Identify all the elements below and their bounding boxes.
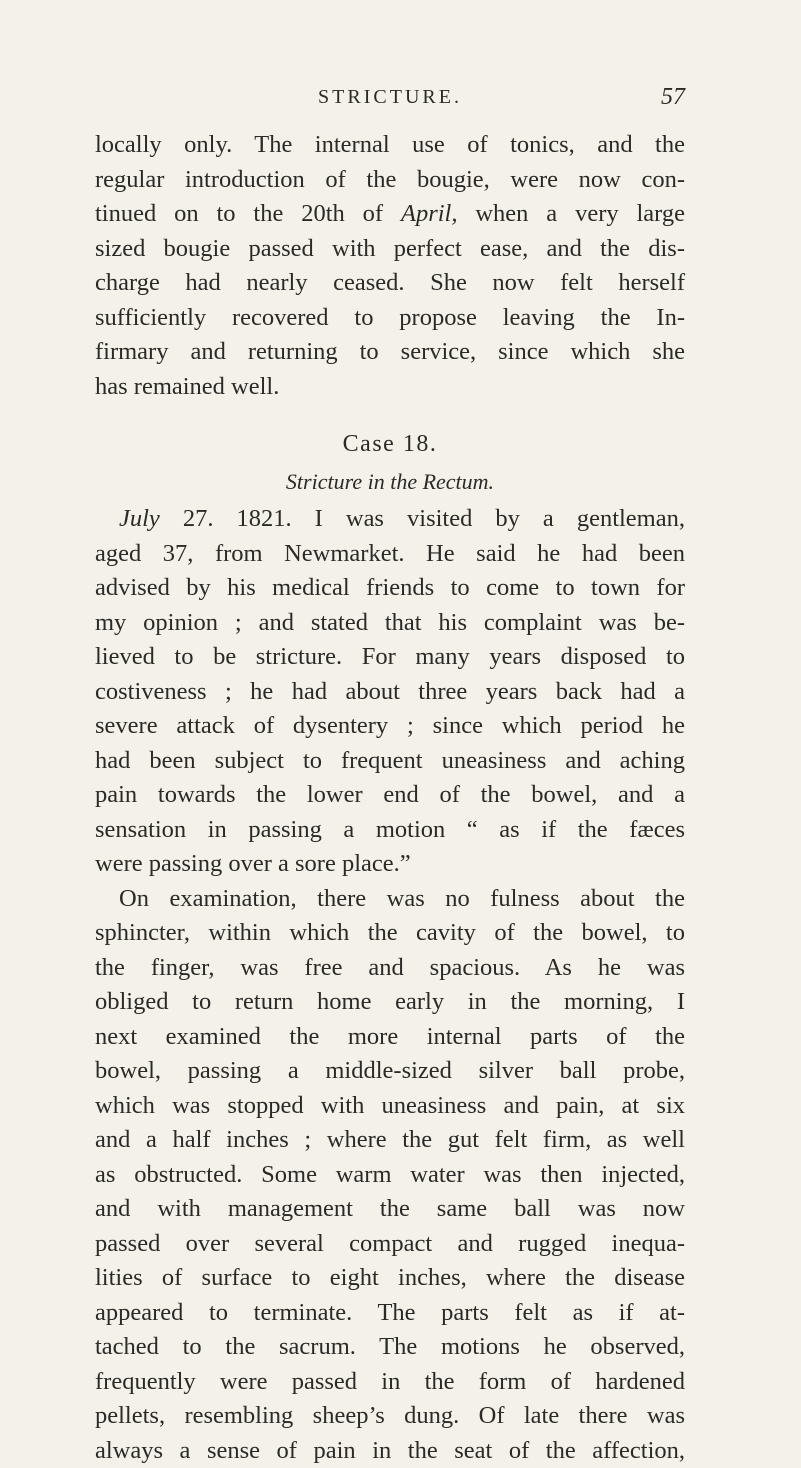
text-line: sensation in passing a motion “ as if the fæces [95, 813, 685, 848]
text-line: bowel, passing a middle-sized silver ball probe, [95, 1054, 685, 1089]
text-line: pellets, resembling sheep’s dung. Of late there was [95, 1399, 685, 1434]
text-span: 27. 1821. I was visited by a gentleman, [160, 505, 685, 532]
text-line [95, 502, 685, 537]
text-line: next examined the more internal parts of the [95, 1020, 685, 1055]
text-line: has remained well. [95, 370, 685, 405]
text-line: locally only. The internal use of tonics, and the [95, 128, 685, 163]
text-line: charge had nearly ceased. She now felt herself [95, 266, 685, 301]
text-line: appeared to terminate. The parts felt as if at- [95, 1296, 685, 1331]
text-line: passed over several compact and rugged inequa- [95, 1227, 685, 1262]
text-line: costiveness ; he had about three years back had a [95, 675, 685, 710]
text-line: which was stopped with uneasiness and pain, at six [95, 1089, 685, 1124]
italic-date: July [119, 505, 160, 532]
case-subheading: Stricture in the Rectum. [95, 462, 685, 502]
text-line: frequently were passed in the form of hardened [95, 1365, 685, 1400]
text-line: and with management the same ball was now [95, 1192, 685, 1227]
text-line: sufficiently recovered to propose leaving the In- [95, 301, 685, 336]
running-head-title: STRICTURE. [95, 86, 685, 109]
text-line: tached to the sacrum. The motions he observed, [95, 1330, 685, 1365]
text-line: lities of surface to eight inches, where the disease [95, 1261, 685, 1296]
text-line: regular introduction of the bougie, were now con- [95, 163, 685, 198]
text-line: firmary and returning to service, since which she [95, 335, 685, 370]
text-line: the finger, was free and spacious. As he was [95, 951, 685, 986]
text-line: had been subject to frequent uneasiness and aching [95, 744, 685, 779]
text-line: advised by his medical friends to come to town for [95, 571, 685, 606]
text-line: pain towards the lower end of the bowel, and a [95, 778, 685, 813]
text-line: sphincter, within which the cavity of the bowel, to [95, 916, 685, 951]
text-line: lieved to be stricture. For many years disposed to [95, 640, 685, 675]
text-line: obliged to return home early in the morning, I [95, 985, 685, 1020]
text-line: severe attack of dysentery ; since which period he [95, 709, 685, 744]
text-line: always a sense of pain in the seat of the affection, [95, 1434, 685, 1468]
text-line: and a half inches ; where the gut felt firm, as well [95, 1123, 685, 1158]
text-line: On examination, there was no fulness about the [95, 882, 685, 917]
text-line: aged 37, from Newmarket. He said he had been [95, 537, 685, 572]
text-line [95, 197, 685, 232]
text-span: when a very large [457, 200, 685, 227]
text-line: sized bougie passed with perfect ease, and the dis- [95, 232, 685, 267]
text-line: my opinion ; and stated that his complaint was be- [95, 606, 685, 641]
page-number: 57 [661, 84, 685, 111]
text-line: were passing over a sore place.” [95, 847, 685, 882]
text-line: as obstructed. Some warm water was then injected, [95, 1158, 685, 1193]
case-heading: Case 18. [95, 426, 685, 462]
body-text [95, 128, 685, 1468]
text-span: tinued on to the 20th of [95, 200, 401, 227]
running-head [95, 86, 685, 116]
italic-date: April, [401, 200, 458, 227]
